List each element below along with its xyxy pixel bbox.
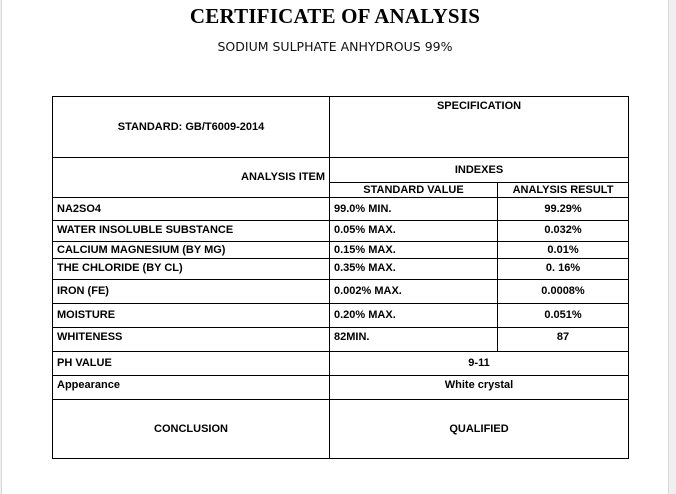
analysis-item-header: ANALYSIS ITEM [53,158,330,198]
table-row [53,198,629,221]
item-cell: Appearance [53,376,330,400]
item-cell: NA2SO4 [53,198,330,221]
analysis-result-header: ANALYSIS RESULT [498,183,629,198]
item-cell: WHITENESS [53,328,330,352]
conclusion-value: QUALIFIED [330,400,629,459]
result-cell: 0.032% [498,221,629,242]
product-name: SODIUM SULPHATE ANHYDROUS 99% [217,39,453,54]
standard-value-header: STANDARD VALUE [330,183,498,198]
standard-value-cell: 82MIN. [330,328,498,352]
merged-value-cell: 9-11 [330,352,629,376]
standard-value-cell: 0.05% MAX. [330,221,498,242]
result-cell: 0. 16% [498,259,629,280]
item-cell: PH VALUE [53,352,330,376]
document-title: CERTIFICATE OF ANALYSIS [189,4,481,28]
item-cell: CALCIUM MAGNESIUM (BY MG) [53,242,330,259]
item-cell: IRON (FE) [53,280,330,304]
merged-value-cell: White crystal [330,376,629,400]
item-cell: THE CHLORIDE (BY CL) [53,259,330,280]
table-row [53,328,629,352]
analysis-table [52,96,629,459]
indexes-row [53,158,629,183]
table-row [53,352,629,376]
item-cell: WATER INSOLUBLE SUBSTANCE [53,221,330,242]
table-row [53,221,629,242]
table-row [53,242,629,259]
table-row [53,259,629,280]
indexes-header: INDEXES [330,158,629,183]
specification-header: SPECIFICATION [330,97,629,158]
standard-value-cell: 0.15% MAX. [330,242,498,259]
standard-value-cell: 0.20% MAX. [330,304,498,328]
standard-value-cell: 99.0% MIN. [330,198,498,221]
standard-cell: STANDARD: GB/T6009-2014 [53,97,330,158]
item-cell: MOISTURE [53,304,330,328]
result-cell: 0.01% [498,242,629,259]
table-row [53,280,629,304]
conclusion-label: CONCLUSION [53,400,330,459]
standard-value-cell: 0.35% MAX. [330,259,498,280]
result-cell: 87 [498,328,629,352]
result-cell: 0.0008% [498,280,629,304]
table-header-row [53,97,629,158]
conclusion-row [53,400,629,459]
standard-value-cell: 0.002% MAX. [330,280,498,304]
result-cell: 0.051% [498,304,629,328]
table-row [53,376,629,400]
result-cell: 99.29% [498,198,629,221]
table-row [53,304,629,328]
